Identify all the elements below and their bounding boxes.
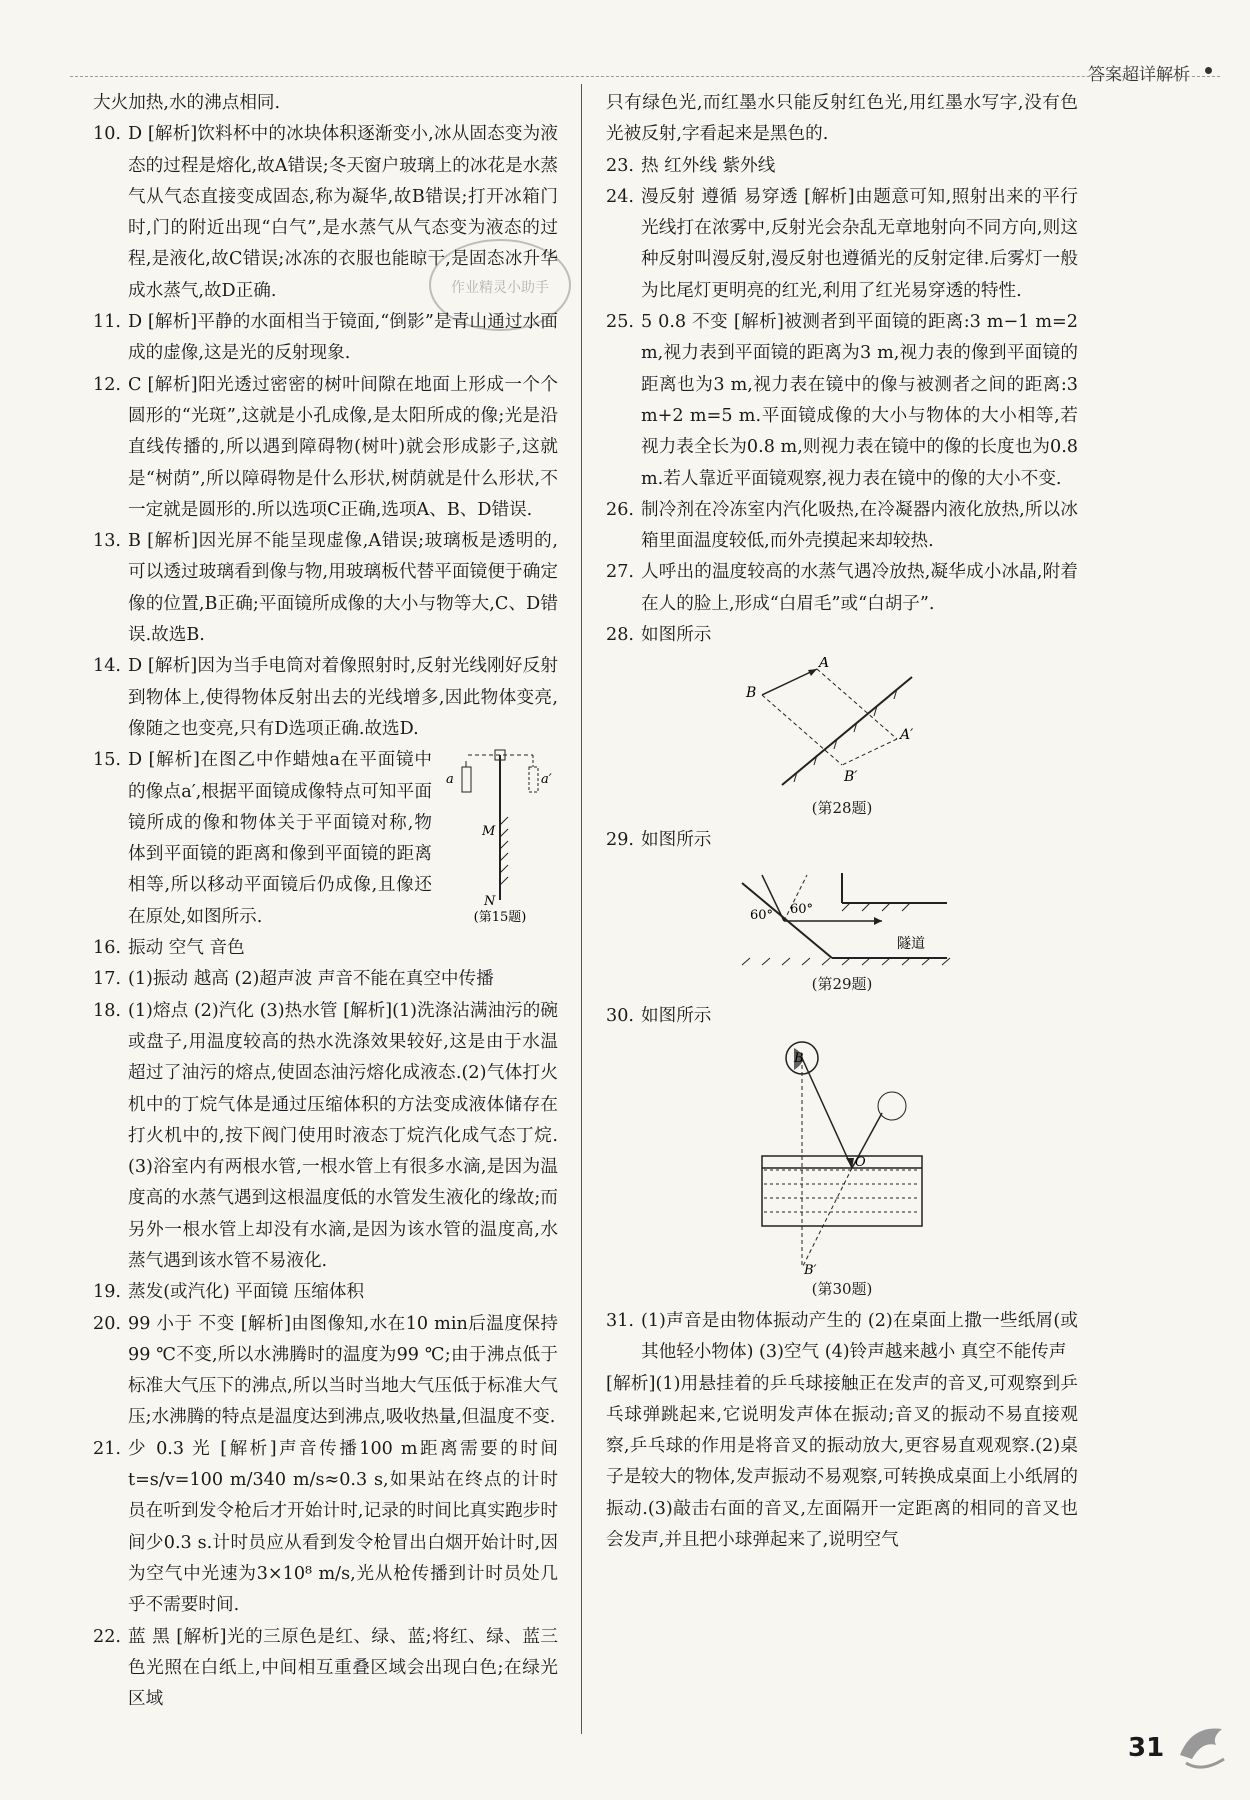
answer-item: 18. (1)熔点 (2)汽化 (3)热水管 [解析](1)洗涤沾满油污的碗或盘子,用温度较高的热水洗涤效果较好,这是由于水温超过了油污的熔点,使固态油污熔化成液态.(2)气体打火机中的丁烷气体是通过压缩体积的方法变成液体储存在打火机中的,按下阀门使用时液态丁烷汽化成气态丁烷.(3)浴室内有两根水管,一根水管上有很多水滴,是因为温度高的水蒸气遇到这根温度低的水管发生液化的缘故;而另外一根水管上却没有水滴,是因为该水管的温度高,水蒸气遇到该水管不易液化. bbox=[93, 1000, 558, 1271]
answer-item-28: 28. 如图所示 bbox=[606, 625, 712, 646]
answer-item: 20. 99 小于 不变 [解析]由图像知,水在10 min后温度保持99 ℃不变,所以水沸腾时的温度为99 ℃;由于沸点低于标准大气压下的沸点,所以当时当地大气压低于标准大气压;水沸腾的特点是温度达到沸点,吸收热量,但温度不变. bbox=[93, 1313, 558, 1428]
dolphin-icon bbox=[1172, 1715, 1232, 1775]
figure-30-caption: (第30题) bbox=[811, 1279, 873, 1298]
right-column bbox=[606, 88, 1078, 1556]
label-a: a bbox=[446, 772, 454, 788]
answer-item-29: 29. 如图所示 bbox=[606, 830, 712, 851]
label-a-prime: a′ bbox=[541, 772, 552, 788]
header-title: 答案超详解析 bbox=[1088, 65, 1190, 85]
answer-item: 17. (1)振动 越高 (2)超声波 声音不能在真空中传播 bbox=[93, 969, 494, 990]
figure-28-mirror-diagram bbox=[722, 657, 962, 797]
label-a-prime: A′ bbox=[900, 727, 914, 744]
answer-item: 26. 制冷剂在冷冻室内汽化吸热,在冷凝器内液化放热,所以冰箱里面温度较低,而外壳摸起来却较热. bbox=[606, 499, 1078, 552]
q31-analysis: [解析](1)用悬挂着的乒乓球接触正在发声的音叉,可观察到乒乓球弹跳起来,它说明发声体在振动;音叉的振动不易直接观察,乒乓球的作用是将音叉的振动放大,更容易直观观察.(2)桌子是较大的物体,发声振动不易观察,可转换成桌面上小纸屑的振动.(3)敲击右面的音叉,左面隔开一定距离的相同的音叉也会发声,并且把小球弹起来了,说明空气 bbox=[606, 1373, 1078, 1551]
right-intro: 只有绿色光,而红墨水只能反射红色光,用红墨水写字,没有色光被反射,字看起来是黑色的. bbox=[606, 93, 1078, 145]
answer-item: 14. D [解析]因为当手电筒对着像照射时,反射光线刚好反射到物体上,使得物体反射出去的光线增多,因此物体变亮,像随之也变亮,只有D选项正确.故选D. bbox=[93, 656, 558, 739]
answer-item-15: 15. a a′ M N (第15题) D [解析]在图乙中作蜡烛a在平面镜中的像点a′,根据平面镜成像特点可知平面镜所成的像和物体关于平面镜对称,物体到平面镜的距离和像到平面镜的距离相等,所以移动平面镜后仍成像,且像还在原处,如图所示. bbox=[93, 745, 558, 933]
column-divider bbox=[581, 84, 582, 1734]
answer-item: 27. 人呼出的温度较高的水蒸气遇冷放热,凝华成小冰晶,附着在人的脸上,形成“白眉毛”或“白胡子”. bbox=[606, 562, 1078, 614]
figure-30-moon-water-diagram bbox=[742, 1038, 942, 1278]
answer-item: 31. (1)声音是由物体振动产生的 (2)在桌面上撒一些纸屑(或其他轻小物体) (3)空气 (4)铃声越来越小 真空不能传声 bbox=[606, 1310, 1078, 1363]
figure-15-caption: (第15题) bbox=[473, 910, 527, 926]
figure-15-mirror-diagram bbox=[438, 745, 558, 925]
left-column bbox=[93, 88, 558, 1715]
answer-item: 21. 少 0.3 光 [解析]声音传播100 m距离需要的时间t=s/v=100 m/340 m/s≈0.3 s,如果站在终点的计时员在听到发令枪后才开始计时,记录的时间比真实跑步时间少0.3 s.计时员应从看到发令枪冒出白烟开始计时,因为空气中光速为3×10⁸ m/s,光从枪传播到计时员处几乎不需要时间. bbox=[93, 1438, 558, 1616]
label-n: N bbox=[484, 894, 496, 910]
figure-28-caption: (第28题) bbox=[811, 799, 873, 818]
header-divider bbox=[70, 76, 1220, 77]
header-dot-icon bbox=[1205, 67, 1212, 74]
watermark-text: 作业精灵小助手 bbox=[451, 280, 549, 296]
label-b: B bbox=[746, 685, 757, 702]
answer-item: 12. C [解析]阳光透过密密的树叶间隙在地面上形成一个个圆形的“光斑”,这就是小孔成像,是太阳所成的像;光是沿直线传播的,所以遇到障碍物(树叶)就会形成影子,这就是“树荫”,所以障碍物是什么形状,树荫就是什么形状,不一定就是圆形的.所以选项C正确,选项A、B、D错误. bbox=[93, 374, 558, 520]
answer-item: 19. 蒸发(或汽化) 平面镜 压缩体积 bbox=[93, 1282, 365, 1303]
label-b-prime: B′ bbox=[844, 769, 858, 786]
label-o: O bbox=[855, 1154, 866, 1170]
angle-right: 60° bbox=[790, 901, 814, 917]
answer-item: 23. 热 红外线 紫外线 bbox=[606, 155, 776, 176]
angle-left: 60° bbox=[750, 907, 774, 923]
label-a: A bbox=[819, 657, 830, 672]
answer-item: 24. 漫反射 遵循 易穿透 [解析]由题意可知,照射出来的平行光线打在浓雾中,反射光会杂乱无章地射向不同方向,则这种反射叫漫反射,漫反射也遵循光的反射定律.后雾灯一般为比尾灯更明亮的红光,利用了红光易穿透的特性. bbox=[606, 186, 1078, 301]
answer-item: 11. D [解析]平静的水面相当于镜面,“倒影”是青山通过水面成的虚像,这是光的反射现象. bbox=[93, 312, 558, 364]
figure-29-tunnel-diagram bbox=[732, 863, 952, 973]
label-b: B bbox=[794, 1050, 804, 1066]
page-number: 31 bbox=[1128, 1733, 1165, 1763]
answer-item: 10. D [解析]饮料杯中的冰块体积逐渐变小,冰从固态变为液态的过程是熔化,故A错误;冬天窗户玻璃上的冰花是水蒸气从气态直接变成固态,称为凝华,故B错误;打开冰箱门时,门的附近出现“白气”,是水蒸气从气态变为液态的过程,是液化,故C错误;冰冻的衣服也能晾干,是固态冰升华成水蒸气,故D正确. bbox=[93, 124, 558, 301]
label-b-prime: B′ bbox=[804, 1262, 817, 1278]
answer-item: 16. 振动 空气 音色 bbox=[93, 938, 245, 959]
answer-item: 25. 5 0.8 不变 [解析]被测者到平面镜的距离:3 m−1 m=2 m,视力表到平面镜的距离为3 m,视力表的像到平面镜的距离也为3 m,视力表在镜中的像与被测者之间的距离:3 m+2 m=5 m.平面镜成像的大小与物体的大小相等,若视力表全长为0.8 m,则视力表在镜中的像的长度也为0.8 m.若人靠近平面镜观察,视力表在镜中的像的大小不变. bbox=[606, 312, 1078, 489]
label-tunnel: 隧道 bbox=[897, 935, 925, 952]
answer-item-30: 30. 如图所示 bbox=[606, 1005, 712, 1026]
answer-item: 13. B [解析]因光屏不能呈现虚像,A错误;玻璃板是透明的,可以透过玻璃看到像与物,用玻璃板代替平面镜便于确定像的位置,B正确;平面镜所成像的大小与物等大,C、D错误.故选B. bbox=[93, 531, 558, 646]
left-intro: 大火加热,水的沸点相同. bbox=[93, 93, 281, 113]
label-m: M bbox=[482, 824, 496, 840]
figure-29-caption: (第29题) bbox=[811, 974, 873, 993]
answer-item: 22. 蓝 黑 [解析]光的三原色是红、绿、蓝;将红、绿、蓝三色光照在白纸上,中间相互重叠区域会出现白色;在绿光区域 bbox=[93, 1626, 558, 1710]
